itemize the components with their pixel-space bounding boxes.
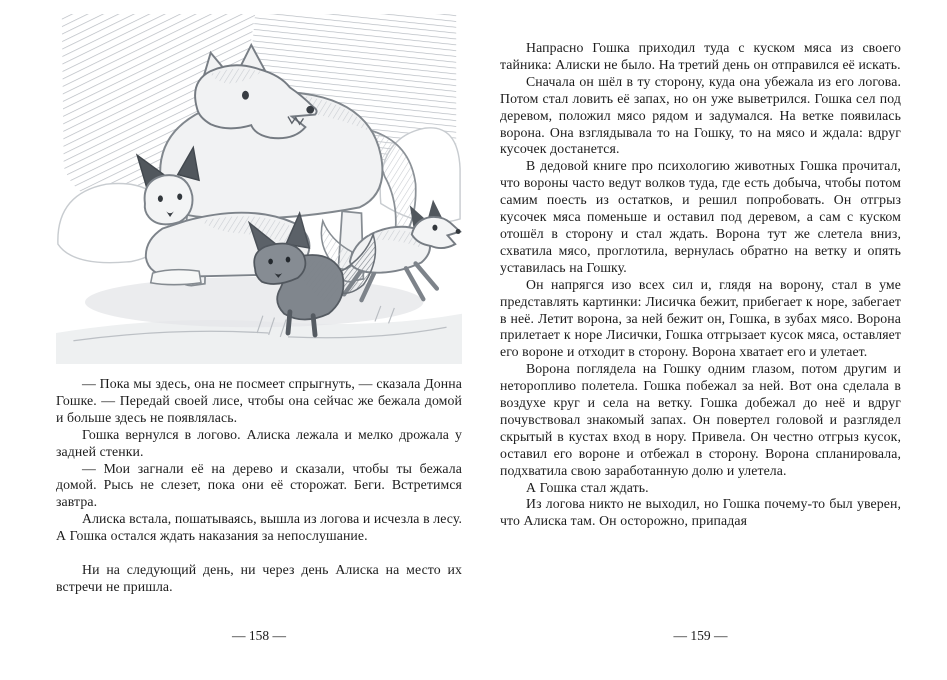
paragraph: Напрасно Гошка приходил туда с куском мяса из своего тайника: Алиски не было. На третий день он отправился её искать. [500,40,901,72]
paragraph: Алиска встала, пошатываясь, вышла из логова и исчезла в лесу. А Гошка остался ждать наказания за непослушание. [56,511,462,544]
paragraph: Из логова никто не выходил, но Гошка почему-то был уверен, что Алиска там. Он осторожно, припадая [500,496,901,529]
paragraph: Сначала он шёл в ту сторону, куда она убежала из его логова. Потом стал ловить её запах, но он уже выветрился. Гошка сел под деревом, положил мясо рядом и задумался. На ветке появилась ворона. Она взглядывала то на Гошку, то на мясо и ждала: вдруг кусочек достанется. [500,73,901,157]
paragraph: Он напрягся изо всех сил и, глядя на ворону, стал в уме представлять картинки: Лисичка бежит, прибегает к норе, забегает в неё. Летит ворона, за ней бежит он, Гошка, в зубах мясо. Ворона прилетает к норе Лисички, Гошка отгрызает кусок мяса, оставляет его вороне и отходит в сторону. Ворона хватает его и улетает. [500,276,901,360]
page-left [0,0,473,680]
paragraph: Ни на следующий день, ни через день Алиска на место их встречи не пришла. [56,562,462,594]
page-right [473,0,947,680]
paragraph: В дедовой книге про психологию животных Гошка прочитал, что вороны часто ведут волков туда, где есть добыча, чтобы потом самим поесть из остатков, и решил попробовать. Он отгрыз кусочек мяса поменьше и оставил под деревом, а сам с куском отошёл в сторону и стал ждать. Ворона тут же слетела вниз, схватила мясо, проглотила, вернулась обратно на ветку и опять уставилась на Гошку. [500,158,901,275]
illustration-wolf-foxes-icon [56,8,462,370]
left-text-block [56,376,462,596]
paragraph: А Гошка стал ждать. [526,479,649,495]
paragraph: — Пока мы здесь, она не посмеет спрыгнуть, — сказала Донна Гошке. — Передай своей лисе, чтобы она сейчас же бежала домой и больше здесь не появлялась. [56,376,462,425]
page-number-left: — 158 — [232,628,286,643]
paragraph: — Мои загнали её на дерево и сказали, чтобы ты бежала домой. Рысь не слезет, пока они её сторожат. Беги. Встретимся завтра. [56,460,462,510]
paragraph: Гошка вернулся в логово. Алиска лежала и мелко дрожала у задней стенки. [56,426,462,459]
right-text-block [500,40,901,530]
page-number-right: — 159 — [673,628,728,643]
paragraph: Ворона поглядела на Гошку одним глазом, потом другим и неторопливо полетела. Гошка побежал за ней. Вот она сделала в воздухе круг и села на ветку. Гошка добежал до неё и вдруг почувствовал знакомый запах. Он повертел головой и разглядел скрытый в кустах вход в нору. Привела. Он честно отгрыз кусок, оставил его вороне и отбежал в сторону. Ворона спланировала, подхватила свою заработанную долю и улетела. [500,361,901,478]
